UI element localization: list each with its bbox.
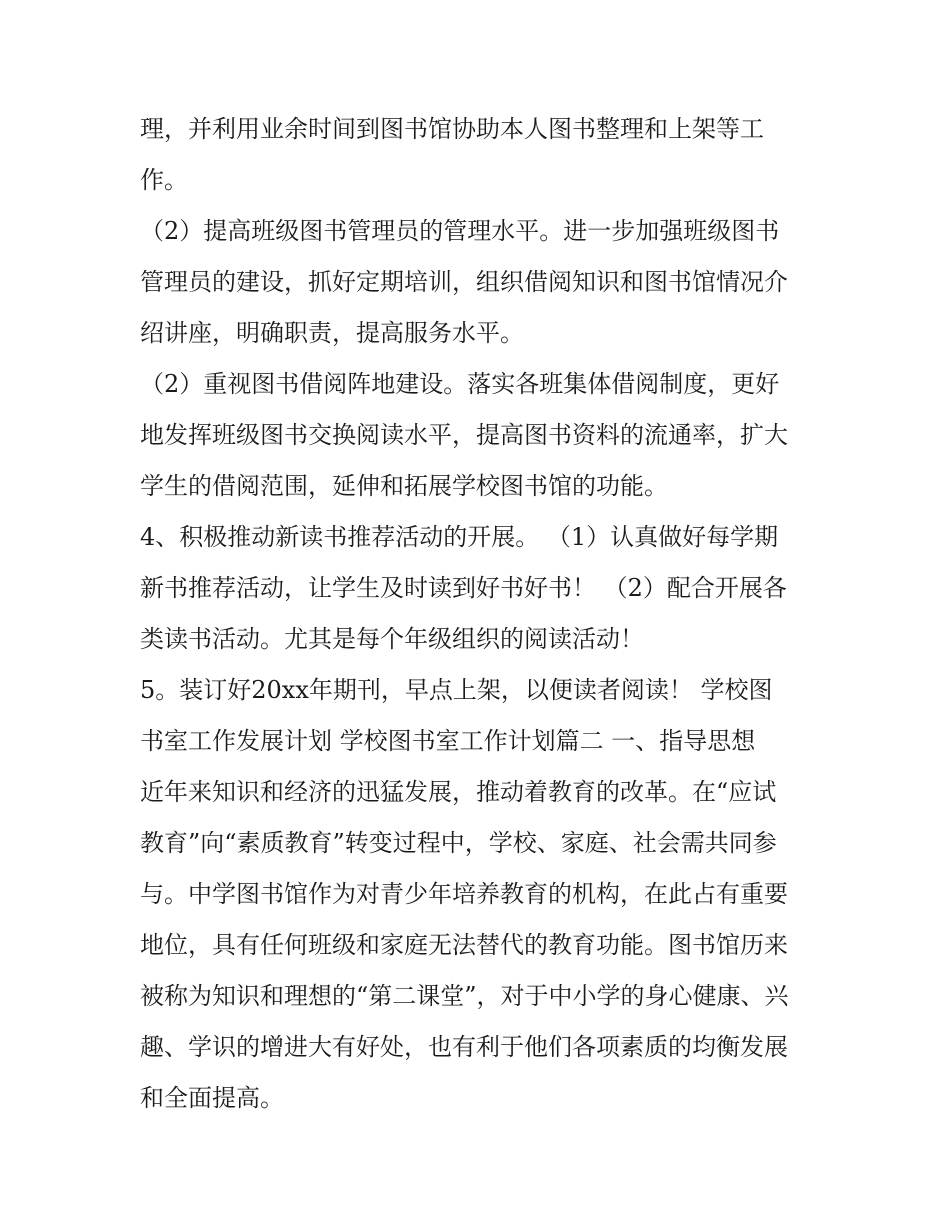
text-line: 学生的借阅范围，延伸和拓展学校图书馆的功能。 <box>140 472 668 500</box>
text-line: 类读书活动。尤其是每个年级组织的阅读活动！ <box>140 625 644 653</box>
text-line: 新书推荐活动，让学生及时读到好书好书！ （2）配合开展各 <box>140 574 787 602</box>
text-line: （2）提高班级图书管理员的管理水平。进一步加强班级图书 <box>140 217 780 245</box>
text-line: 近年来知识和经济的迅猛发展，推动着教育的改革。在“应试 <box>140 778 777 806</box>
text-line: 绍讲座，明确职责，提高服务水平。 <box>140 319 524 347</box>
text-line: 理，并利用业余时间到图书馆协助本人图书整理和上架等工 <box>140 115 764 143</box>
text-line: 和全面提高。 <box>140 1084 284 1112</box>
text-line: 教育”向“素质教育”转变过程中，学校、家庭、社会需共同参 <box>140 829 777 857</box>
text-line: 趣、学识的增进大有好处，也有利于他们各项素质的均衡发展 <box>140 1033 788 1061</box>
text-line: 5。装订好20xx年期刊，早点上架，以便读者阅读！ 学校图 <box>140 676 773 704</box>
text-line: 与。中学图书馆作为对青少年培养教育的机构，在此占有重要 <box>140 880 788 908</box>
text-line: 4、积极推动新读书推荐活动的开展。 （1）认真做好每学期 <box>140 523 779 551</box>
text-line: 地发挥班级图书交换阅读水平，提高图书资料的流通率，扩大 <box>140 421 788 449</box>
text-line: 作。 <box>140 166 188 194</box>
text-line: （2）重视图书借阅阵地建设。落实各班集体借阅制度，更好 <box>140 370 780 398</box>
body-text <box>140 104 840 1124</box>
text-line: 管理员的建设，抓好定期培训，组织借阅知识和图书馆情况介 <box>140 268 788 296</box>
text-line: 被称为知识和理想的“第二课堂”，对于中小学的身心健康、兴 <box>140 982 789 1010</box>
text-line: 书室工作发展计划 学校图书室工作计划篇二 一、指导思想 <box>140 727 756 755</box>
text-line: 地位，具有任何班级和家庭无法替代的教育功能。图书馆历来 <box>140 931 788 959</box>
